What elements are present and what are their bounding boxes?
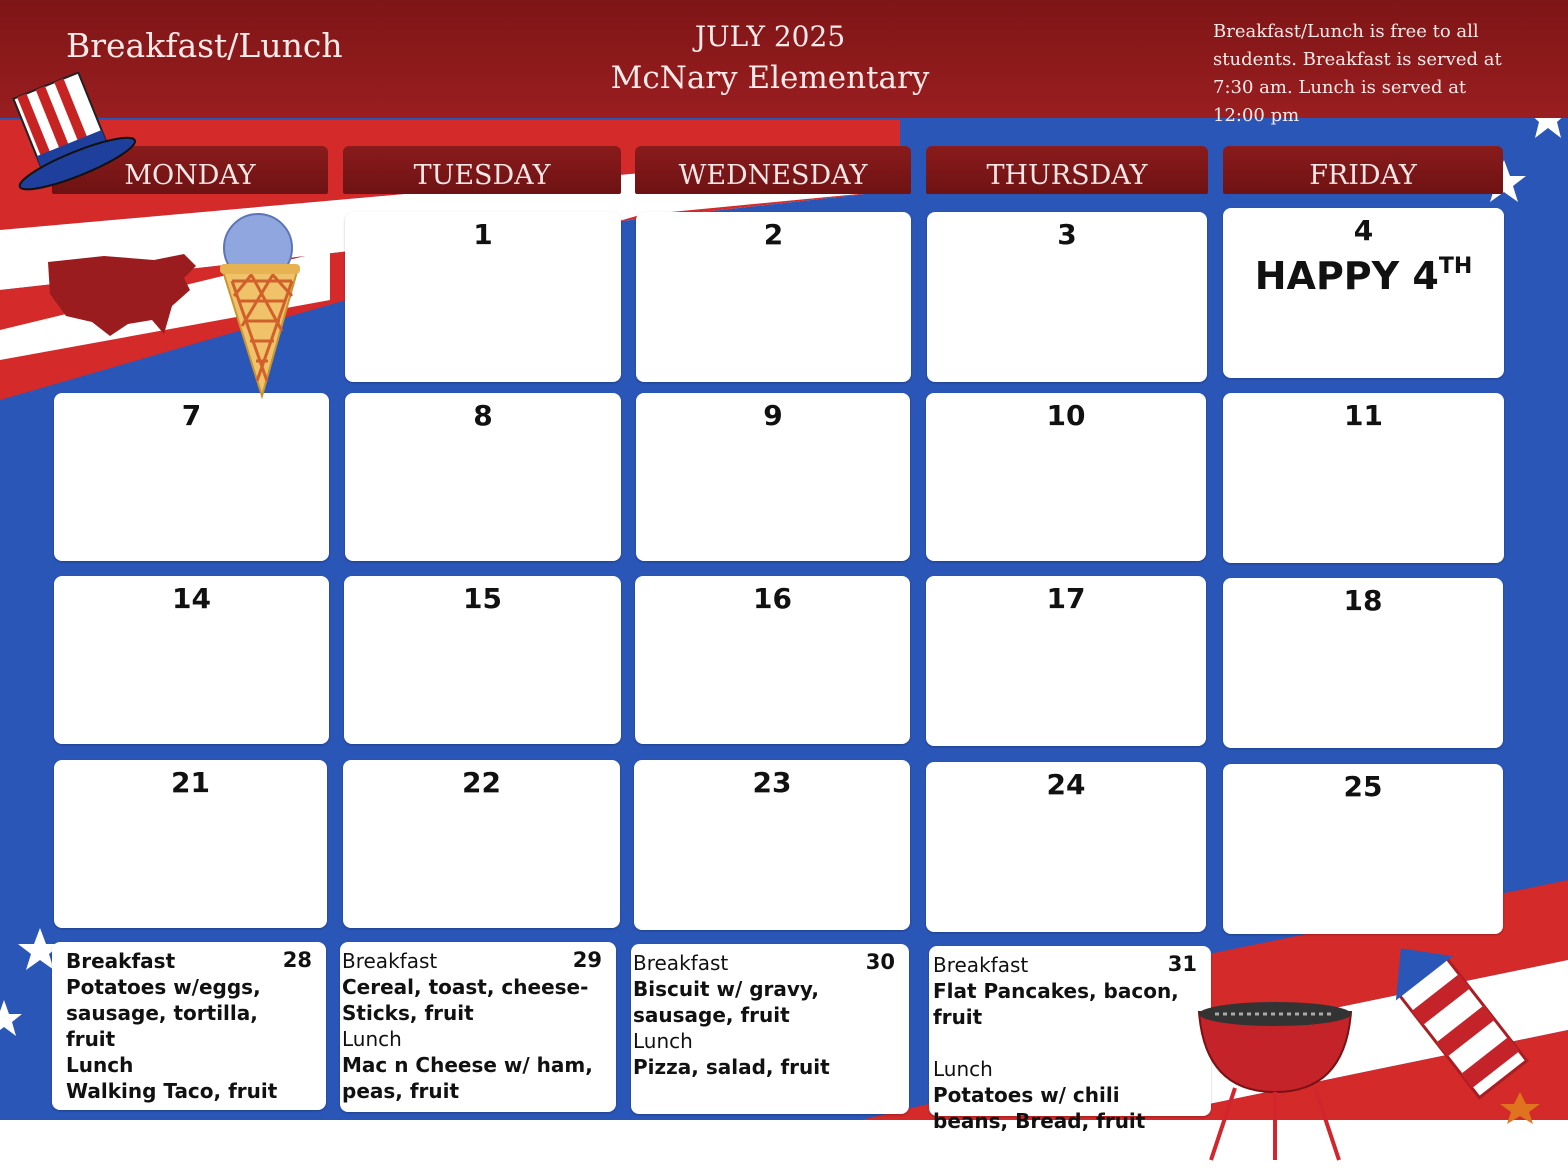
day-number: 22 — [462, 766, 501, 799]
holiday-text: HAPPY 4 — [1254, 254, 1439, 298]
day-cell-8 — [345, 393, 621, 561]
day-number: 29 — [572, 948, 602, 972]
day-cell-16 — [635, 576, 910, 744]
meal-menu — [66, 948, 312, 1104]
day-number: 4 — [1353, 214, 1374, 247]
breakfast-label: Breakfast — [342, 949, 438, 973]
breakfast-items: Biscuit w/ gravy, sausage, fruit — [633, 977, 820, 1027]
day-number: 23 — [752, 766, 792, 799]
day-number: 16 — [753, 582, 792, 615]
school-name: McNary Elementary — [610, 60, 930, 96]
month-title: JULY 2025 — [694, 20, 846, 53]
day-cell-29 — [340, 942, 616, 1112]
header-friday: FRIDAY — [1223, 146, 1503, 194]
day-number: 14 — [172, 582, 211, 615]
day-number: 31 — [1167, 952, 1197, 976]
day-number: 10 — [1046, 399, 1086, 432]
header-wednesday: WEDNESDAY — [635, 146, 911, 194]
breakfast-items: Potatoes w/eggs, sausage, tortilla, fruit — [66, 975, 261, 1051]
lunch-items: Mac n Cheese w/ ham, peas, fruit — [342, 1053, 593, 1103]
day-cell-21 — [54, 760, 327, 928]
lunch-label: Lunch — [633, 1029, 693, 1053]
day-cell-17 — [926, 576, 1206, 746]
breakfast-label: Breakfast — [633, 951, 729, 975]
day-cell-31 — [929, 946, 1211, 1133]
day-cell-3 — [927, 212, 1207, 382]
breakfast-items: Flat Pancakes, bacon, fruit — [933, 979, 1179, 1029]
ice-cream-cone-icon — [212, 186, 308, 400]
lunch-label: Lunch — [933, 1057, 993, 1081]
day-number: 28 — [282, 948, 312, 972]
uncle-sam-hat-icon — [0, 72, 150, 192]
lunch-items: Pizza, salad, fruit — [633, 1055, 830, 1079]
meal-menu — [933, 952, 1197, 1134]
holiday-label — [1223, 254, 1504, 298]
day-number: 15 — [463, 582, 502, 615]
day-cell-18 — [1223, 578, 1503, 748]
day-number: 9 — [763, 399, 783, 432]
day-number: 11 — [1344, 399, 1383, 432]
breakfast-items: Cereal, toast, cheese-Sticks, fruit — [342, 975, 589, 1025]
breakfast-label: Breakfast — [933, 953, 1029, 977]
day-number: 2 — [763, 218, 784, 251]
header-monday: MONDAY — [52, 146, 328, 194]
day-cell-11 — [1223, 393, 1504, 563]
day-number: 3 — [1057, 218, 1077, 251]
day-cell-7 — [54, 393, 329, 561]
day-cell-4 — [1223, 208, 1504, 378]
grill-icon — [1195, 992, 1355, 1162]
day-cell-28 — [52, 942, 326, 1110]
breakfast-label: Breakfast — [66, 949, 176, 973]
usa-map-icon — [44, 250, 204, 340]
meal-info-note: Breakfast/Lunch is free to all students. Breakfast is served at 7:30 am. Lunch is served at 12:00 pm — [1213, 21, 1502, 126]
day-cell-10 — [926, 393, 1206, 561]
day-number: 18 — [1343, 584, 1383, 617]
day-cell-14 — [54, 576, 329, 744]
day-cell-9 — [636, 393, 910, 561]
lunch-items: Walking Taco, fruit — [66, 1079, 278, 1103]
header-thursday: THURSDAY — [926, 146, 1208, 194]
day-cell-1 — [345, 212, 621, 382]
day-number: 21 — [171, 766, 210, 799]
day-number: 25 — [1343, 770, 1383, 803]
day-number: 8 — [473, 399, 493, 432]
day-cell-15 — [344, 576, 621, 744]
day-number: 17 — [1046, 582, 1086, 615]
lunch-label: Lunch — [342, 1027, 402, 1051]
header-tuesday: TUESDAY — [343, 146, 621, 194]
day-cell-22 — [343, 760, 620, 928]
day-number: 30 — [865, 950, 895, 974]
meal-menu — [633, 950, 895, 1080]
day-number: 7 — [181, 399, 202, 432]
day-number: 24 — [1046, 768, 1086, 801]
day-number: 1 — [473, 218, 493, 251]
page-title: Breakfast/Lunch — [66, 26, 343, 65]
day-cell-24 — [926, 762, 1206, 932]
lunch-label: Lunch — [66, 1053, 134, 1077]
holiday-suffix: TH — [1438, 254, 1473, 279]
lunch-items: Potatoes w/ chili beans, Bread, fruit — [933, 1083, 1146, 1133]
day-cell-23 — [634, 760, 910, 930]
title-block — [560, 18, 980, 100]
firework-rocket-icon — [1370, 924, 1550, 1124]
day-cell-2 — [636, 212, 911, 382]
day-cell-25 — [1223, 764, 1503, 934]
day-cell-30 — [631, 944, 909, 1114]
meal-menu — [342, 948, 602, 1104]
